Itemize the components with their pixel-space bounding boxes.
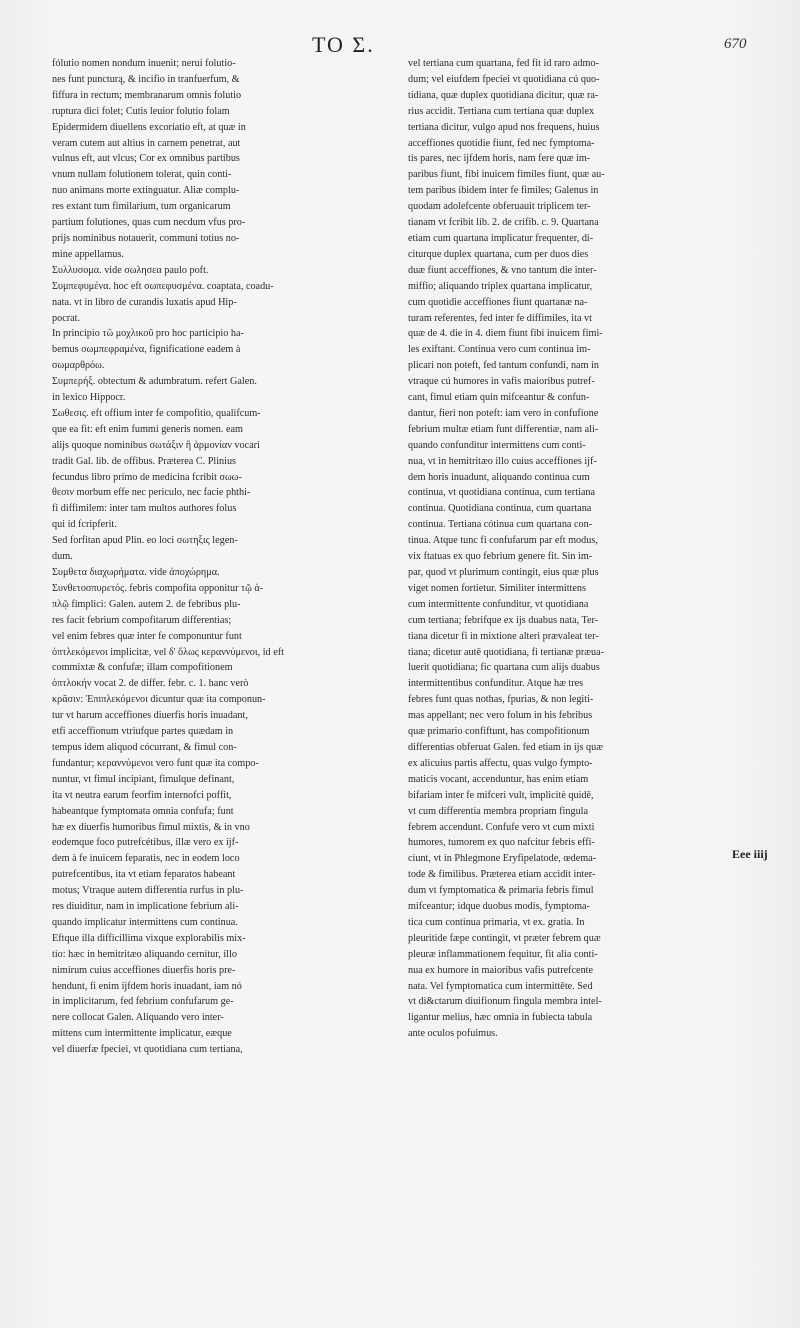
- right-column-line: plicari non poteft, fed tantum confundi, nam in: [408, 360, 599, 372]
- left-column-line: σωμαρθρόω.: [52, 360, 105, 372]
- right-column-line: tis pares, nec ijfdem horis, nam fere quæ im-: [408, 153, 591, 165]
- left-column-line: mine appellamus.: [52, 248, 124, 260]
- right-column-line: paribus fiunt, fibi inuicem fimiles fiunt, quæ au-: [408, 169, 605, 181]
- left-column-line: dum.: [52, 551, 73, 563]
- left-column-line: Epidermidem diuellens excoriatio eft, at quæ in: [52, 121, 246, 133]
- left-column-line: ὁπτλεκόμενοι implicitæ, vel δ' ὅλως κεραννύμενοι, id eft: [52, 646, 284, 658]
- left-column-line: eodemque foco putrefcétibus, illæ vero ex ijf-: [52, 837, 239, 849]
- left-column-line: Συλλυσομα. vide σωλησεα paulo poft.: [52, 264, 209, 276]
- left-column-line: alijs quoque nominibus σωτάξιν ἢ ἁρμονίαν vocari: [52, 439, 260, 451]
- right-column-line: quodam adolefcente obferuauit triplicem ter-: [408, 201, 591, 213]
- left-column-line: fi diffimilem: inter tam multos authores folus: [52, 503, 237, 515]
- left-column-line: Συνθετοσπυρετός. febris compofita opponitur τῷ ἁ-: [52, 582, 264, 594]
- right-column-line: acceffiones quotidie fiunt, fed nec fymptoma-: [408, 137, 595, 149]
- left-column-line: qui id fcripferit.: [52, 519, 117, 531]
- right-column-line: tianam vt fcribit lib. 2. de crifib. c. 9. Quartana: [408, 217, 599, 229]
- left-column-line: fiffura in rectum; membranarum omnis folutio: [52, 89, 242, 101]
- left-column-line: hendunt, fi enim ijfdem horis inuadant, iam nó: [52, 980, 242, 992]
- right-column-line: continua. Quotidiana continua, cum quartana: [408, 503, 592, 515]
- left-column-line: tio: hæc in hemitritæo aliquando cernitur, illo: [52, 948, 237, 960]
- right-column-line: quando confunditur intermittens cum conti-: [408, 439, 586, 451]
- left-column-line: nuo animans morte extinguatur. Aliæ complu-: [52, 185, 240, 197]
- right-column-line: ciunt, vt in Phlegmone Eryfipelatode, œdema-: [408, 853, 597, 865]
- right-column-line: intermittentibus confunditur. Atque hæ tres: [408, 678, 584, 690]
- left-column-line: nes funt puncturą, & incifio in tranfuerfum, &: [52, 73, 240, 85]
- right-column-line: duæ fiunt acceffiones, & vno tantum die inter-: [408, 264, 597, 276]
- left-column-line: motus; Vtraque autem differentia rurfus in plu-: [52, 885, 244, 897]
- left-column-line: ὁπτλοκήν vocat 2. de differ. febr. c. 1. hanc verò: [52, 678, 249, 690]
- left-column-line: partium folutiones, quas cum necdum vfus pro-: [52, 217, 246, 229]
- right-column-line: vtraque cú humores in vafis maioribus putref-: [408, 376, 595, 388]
- right-column-line: nua ex humore in maioribus vafis putrefcente: [408, 964, 594, 976]
- right-column-line: vt di&ctarum diuifionum fingula membra intel-: [408, 996, 602, 1008]
- left-column-line: nuntur, vt fimul incipiant, fimulque definant,: [52, 773, 235, 785]
- left-column-line: ita vt neutra earum feorfim internofci poffit,: [52, 789, 232, 801]
- left-column-line: putrefcentibus, ita vt etiam feparatos habeant: [52, 869, 236, 881]
- right-column-line: bifariam inter fe mifceri vult, implicitè quidē,: [408, 789, 594, 801]
- right-column-line: dum; vel eiufdem fpeciei vt quotidiana cú quo-: [408, 73, 600, 85]
- right-column-line: dum vt fymptomatica & primaria febris fimul: [408, 885, 594, 897]
- right-column-line: ante oculos pofuimus.: [408, 1028, 498, 1040]
- left-column-line: πλῷ fimplici: Galen. autem 2. de febribus plu-: [52, 598, 241, 610]
- left-text-column: [52, 56, 392, 1058]
- left-column-line: pocrat.: [52, 312, 81, 324]
- left-column-line: mittens cum intermittente implicatur, eæque: [52, 1028, 232, 1040]
- right-text-column: [408, 56, 708, 1042]
- left-column-line: vel enim febres quæ inter fe componuntur funt: [52, 630, 242, 642]
- left-column-line: vulnus eft, aut vlcus; Cor ex omnibus partibus: [52, 153, 240, 165]
- right-column-line: tertiana dicitur, vulgo apud nos frequens, huius: [408, 121, 600, 133]
- left-column-line: In principio τῶ μοχλικοῦ pro hoc participio ha-: [52, 328, 244, 340]
- right-column-line: dantur, fieri non poteft: iam vero in confufione: [408, 407, 599, 419]
- left-column-line: hæ ex diuerfis humoribus fimul mixtis, & in vno: [52, 821, 250, 833]
- left-column-line: fundantur; κεραννύμενοι vero funt quæ ita compo-: [52, 757, 259, 769]
- left-column-line: veram cutem aut altius in carnem penetrat, aut: [52, 137, 241, 149]
- right-column-line: differentias obferuat Galen. fed etiam in ijs quæ: [408, 741, 604, 753]
- right-column-line: tinua. Atque tunc fi confufarum par eft modus,: [408, 535, 598, 547]
- left-column-line: Eftque illa difficillima vixque explorabilis mix-: [52, 932, 246, 944]
- right-column-line: vix ftatuas ex quo febrium genere fit. Sin im-: [408, 551, 593, 563]
- left-column-line: in implicitarum, fed febrium confufarum ge-: [52, 996, 234, 1008]
- left-column-line: vel diuerfæ fpeciei, vt quotidiana cum tertiana,: [52, 1044, 243, 1056]
- left-column-line: fecundus libro primo de medicina fcribit σωω-: [52, 471, 242, 483]
- right-column-line: humores, tumorem ex quo nafcitur febris effi-: [408, 837, 595, 849]
- right-column-line: vt cum differentia membra propriam fingula: [408, 805, 589, 817]
- left-column-line: vnum nullam folutionem tolerat, quin conti-: [52, 169, 232, 181]
- right-column-line: ex alicuius partis affectu, quas vulgo fympto-: [408, 757, 593, 769]
- right-column-line: par, quod vt plurimum contingit, eius quæ plus: [408, 567, 599, 578]
- right-column-line: etiam cum quartana implicatur frequenter, di-: [408, 232, 594, 244]
- left-column-line: in lexico Hippocr.: [52, 392, 126, 404]
- right-column-line: cum intermittente confunditur, vt quotidiana: [408, 598, 589, 610]
- left-column-line: tradit Gal. lib. de offibus. Præterea C. Plinius: [52, 455, 237, 467]
- left-column-line: dem à fe inuicem feparatis, nec in eodem loco: [52, 853, 240, 865]
- left-column-line: fólutio nomen nondum inuenit; nerui folutio-: [52, 58, 236, 69]
- left-column-line: res facit febrium compofitarum differentias;: [52, 614, 232, 626]
- left-column-line: tempus idem aliquod cócurrant, & fimul con-: [52, 741, 237, 753]
- right-column-line: continua. Tertiana cótinua cum quartana con-: [408, 519, 593, 531]
- right-column-line: turam referentes, fed inter fe diffimiles, ita vt: [408, 312, 592, 324]
- right-column-line: tem paribus ibidem inter fe fimiles; Galenus in: [408, 185, 599, 197]
- right-column-line: citurque duplex quartana, cum per duos dies: [408, 248, 589, 260]
- right-column-line: ligantur melius, hæc omnia in fubiecta tabula: [408, 1012, 593, 1024]
- right-column-line: dem horis inuadunt, aliquando continua cum: [408, 471, 590, 483]
- right-column-line: rius accidit. Tertiana cum tertiana quæ duplex: [408, 105, 595, 117]
- left-column-line: Συμθετα διαχωρήματα. vide ἀποχώρημα.: [52, 567, 220, 578]
- signature-mark: Eee iiij: [732, 847, 768, 861]
- running-title: TO Σ.: [312, 32, 375, 57]
- left-column-line: κρᾶσιν: Ἐπιπλεκόμενοι dicuntur quæ ita componun-: [52, 694, 266, 706]
- right-column-line: febrium multæ etiam funt differentiæ, nam ali-: [408, 423, 599, 435]
- right-column-line: quæ primario confiftunt, has compofitionum: [408, 726, 590, 738]
- right-column-line: miffio; aliquando triplex quartana implicatur,: [408, 280, 593, 292]
- left-column-line: tur vt harum acceffiones diuerfis horis inuadant,: [52, 710, 248, 722]
- left-column-line: que ea fit: eft enim fummi generis nomen. eam: [52, 423, 243, 435]
- left-column-line: etfi acceffionum vtriufque partes quædam in: [52, 726, 234, 738]
- left-column-line: Συμπερήξ. obtectum & adumbratum. refert Galen.: [52, 376, 257, 388]
- right-column-line: nua, vt in hemitritæo illo cuius acceffiones ijf-: [408, 455, 597, 467]
- right-column-line: luerit quotidiana; fic quartana cum alijs duabus: [408, 662, 600, 674]
- page-number: 670: [724, 36, 747, 52]
- running-header: [0, 30, 800, 56]
- left-column-line: ruptura dici folet; Cutis leuior folutio folam: [52, 105, 230, 117]
- right-column-line: mifceantur; idque duobus modis, fymptoma-: [408, 901, 590, 913]
- right-column-line: maticis vocant, accenduntur, has enim etiam: [408, 773, 589, 785]
- right-column-line: cum tertiana; febrifque ex ijs duabus nata, Ter-: [408, 614, 599, 626]
- left-column-line: bemus σωμπεφραμένα, fignificatione eadem à: [52, 344, 241, 356]
- left-column-line: nere collocat Galen. Aliquando vero inter-: [52, 1012, 224, 1024]
- right-column-line: pleuritide fæpe contingit, vt præter febrem quæ: [408, 932, 601, 944]
- right-column-line: quæ de 4. die in 4. diem fiunt fibi inuicem fimi-: [408, 328, 603, 340]
- right-column-line: tica cum continua primaria, vt ex. gratia. In: [408, 916, 585, 928]
- right-column-line: tiana; dicetur autē quotidiana, fi tertianæ præua-: [408, 646, 605, 658]
- left-column-line: commixtæ & confufæ; illam compofitionem: [52, 662, 233, 674]
- left-column-line: Sed forfitan apud Plin. eo loci σωτηξις legen-: [52, 535, 238, 547]
- right-column-line: vel tertiana cum quartana, fed fit id raro admo-: [408, 58, 599, 69]
- left-column-line: nata. vt in libro de curandis luxatis apud Hip-: [52, 296, 237, 308]
- left-column-line: θεσιν morbum effe nec periculo, nec facie phthi-: [52, 487, 251, 499]
- right-column-line: mas appellant; nec vero folum in his febribus: [408, 710, 593, 722]
- right-column-line: tode & fimilibus. Præterea etiam accidit inter-: [408, 869, 596, 881]
- right-column-line: tiana dicetur fi in mixtione alteri prævaleat ter-: [408, 630, 599, 642]
- left-column-line: Συμπεφυμένα. hoc eft σωπεφυσμένα. coaptata, coadu-: [52, 280, 274, 292]
- left-column-line: res diuiditur, nam in implicatione febrium ali-: [52, 901, 239, 913]
- right-column-line: pleuræ inflammationem fequitur, fit alia conti-: [408, 948, 598, 960]
- right-column-line: cum quotidie acceffiones fiunt quartanæ na-: [408, 296, 588, 308]
- right-column-line: viget nomen fortietur. Similiter intermittens: [408, 582, 586, 594]
- right-column-line: febres funt quas nothas, fpurias, & non legiti-: [408, 694, 594, 706]
- left-column-line: res extant tum fimilarium, tum organicarum: [52, 201, 231, 213]
- left-column-line: nimirum cuius acceffiones diuerfis horis pre-: [52, 964, 236, 976]
- right-column-line: nata. Vel fymptomatica cum intermittēte. Sed: [408, 980, 593, 992]
- left-column-line: Σωθεσις. eft offium inter fe compofitio, qualifcum-: [52, 407, 261, 419]
- left-column-line: quando implicatur intermittens cum continua.: [52, 916, 238, 928]
- right-column-line: tidiana, quæ duplex quotidiana dicitur, quæ ra-: [408, 89, 599, 101]
- right-column-line: cant, fimul etiam quin mifceantur & confun-: [408, 392, 590, 404]
- right-column-line: continua, vt quotidiana continua, cum tertiana: [408, 487, 595, 499]
- right-column-line: febrem accendunt. Confufe vero vt cum mixti: [408, 821, 595, 833]
- left-column-line: prijs nominibus notauerit, communi totius no-: [52, 232, 240, 244]
- right-column-line: les exiftant. Continua vero cum continua im-: [408, 344, 591, 356]
- left-column-line: habeantque fymptomata omnia confufa; funt: [52, 805, 234, 817]
